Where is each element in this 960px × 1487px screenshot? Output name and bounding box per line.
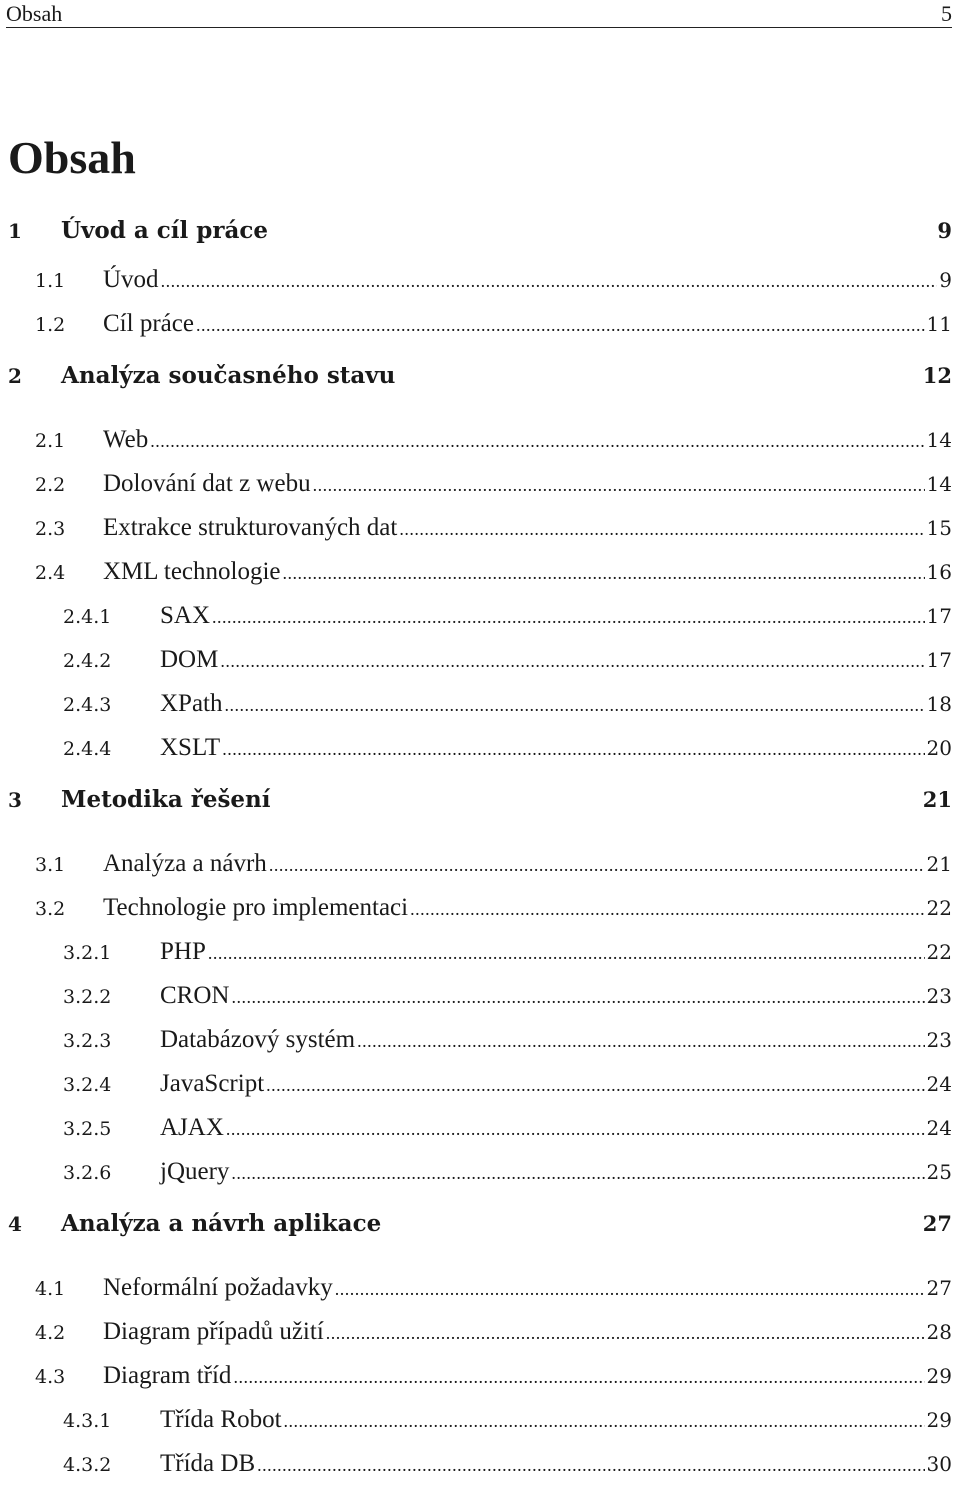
toc-entry-page: 28: [926, 1320, 952, 1344]
toc-entry[interactable]: [8, 842, 952, 886]
toc-entry-page: 24: [926, 1072, 952, 1096]
toc-dot-leader: [196, 303, 925, 347]
toc-entry-page: 9: [939, 268, 952, 292]
toc-entry-page: 21: [922, 787, 952, 812]
toc-entry-title: Web: [103, 426, 149, 453]
toc-entry-page: 20: [926, 736, 952, 760]
toc-entry-page: 29: [926, 1408, 952, 1432]
toc-entry-number: 3.2.4: [63, 1074, 112, 1096]
toc-dot-leader: [326, 1311, 925, 1355]
toc-entry-page: 23: [926, 1028, 952, 1052]
toc-entry[interactable]: [8, 302, 952, 346]
toc-entry-title: DOM: [160, 646, 219, 673]
toc-entry[interactable]: [8, 1266, 952, 1310]
toc-entry-page: 9: [937, 218, 952, 243]
toc-dot-leader: [225, 683, 925, 727]
toc-entry-title: SAX: [160, 602, 211, 629]
toc-entry-page: 25: [926, 1160, 952, 1184]
toc-entry-page: 15: [926, 516, 952, 540]
toc-entry-title: Analýza a návrh: [103, 850, 267, 877]
toc-entry-number: 3.1: [35, 854, 66, 876]
toc-entry-title: Diagram tříd: [103, 1362, 232, 1389]
toc-entry-title: Neformální požadavky: [103, 1274, 333, 1301]
toc-entry-title: Extrakce strukturovaných dat: [103, 514, 398, 541]
toc-dot-leader: [283, 551, 925, 595]
toc-entry-number: 2.1: [35, 430, 66, 452]
toc-dot-leader: [226, 1107, 925, 1151]
toc-dot-leader: [313, 463, 925, 507]
toc-entry-number: 4.2: [35, 1322, 66, 1344]
toc-entry-page: 14: [926, 472, 952, 496]
toc-dot-leader: [220, 639, 924, 683]
toc-entry[interactable]: [8, 1150, 952, 1194]
toc-dot-leader: [231, 975, 924, 1019]
toc-entry-page: 27: [926, 1276, 952, 1300]
toc-entry[interactable]: [8, 1194, 952, 1266]
toc-entry[interactable]: [8, 1442, 952, 1486]
toc-entry-title: CRON: [160, 982, 230, 1009]
toc-entry-number: 3.2: [35, 898, 66, 920]
toc-entry[interactable]: [8, 1398, 952, 1442]
toc-entry[interactable]: [8, 346, 952, 418]
toc-entry-title: Úvod a cíl práce: [61, 217, 268, 244]
toc-dot-leader: [269, 843, 925, 887]
toc-entry-title: XPath: [160, 690, 223, 717]
toc-entry-title: Třída Robot: [160, 1406, 282, 1433]
toc-entry-title: Dolování dat z webu: [103, 470, 311, 497]
toc-entry[interactable]: [8, 462, 952, 506]
toc-entry[interactable]: [8, 1062, 952, 1106]
toc-entry[interactable]: [8, 1354, 952, 1398]
toc-entry-number: 2.4: [35, 562, 66, 584]
toc-entry-page: 17: [926, 648, 952, 672]
toc-entry-number: 1.2: [35, 314, 66, 336]
toc-entry[interactable]: [8, 682, 952, 726]
header-section-title: Obsah: [6, 1, 63, 26]
toc-entry-number: 2.4.3: [63, 694, 112, 716]
toc-entry-number: 4.1: [35, 1278, 66, 1300]
toc-entry-number: 3.2.5: [63, 1118, 112, 1140]
toc-entry-title: jQuery: [160, 1158, 230, 1185]
toc-dot-leader: [399, 507, 924, 551]
toc-entry-title: Metodika řešení: [61, 786, 271, 813]
toc-entry-number: 4.3: [35, 1366, 66, 1388]
toc-entry-page: 30: [926, 1452, 952, 1476]
toc-entry-page: 16: [926, 560, 952, 584]
toc-entry-number: 4.3.1: [63, 1410, 112, 1432]
toc-entry-page: 22: [926, 896, 952, 920]
toc-dot-leader: [357, 1019, 924, 1063]
toc-entry-number: 3.2.3: [63, 1030, 112, 1052]
toc-dot-leader: [208, 931, 925, 975]
toc-entry-title: Třída DB: [160, 1450, 256, 1477]
table-of-contents: [8, 208, 952, 1486]
toc-entry-page: 22: [926, 940, 952, 964]
toc-entry[interactable]: [8, 208, 952, 258]
toc-entry-number: 3.2.1: [63, 942, 112, 964]
toc-entry-title: Diagram případů užití: [103, 1318, 324, 1345]
toc-dot-leader: [257, 1443, 924, 1487]
toc-entry[interactable]: [8, 726, 952, 770]
toc-entry-number: 1: [8, 219, 22, 243]
header-page-number: 5: [941, 1, 952, 26]
toc-entry-number: 3.2.2: [63, 986, 112, 1008]
toc-entry[interactable]: [8, 638, 952, 682]
toc-entry-number: 3.2.6: [63, 1162, 112, 1184]
toc-entry-page: 21: [926, 852, 952, 876]
toc-dot-leader: [150, 419, 924, 463]
toc-entry-page: 29: [926, 1364, 952, 1388]
toc-dot-leader: [161, 259, 938, 303]
toc-entry[interactable]: [8, 770, 952, 842]
toc-entry-number: 2.4.4: [63, 738, 112, 760]
toc-entry[interactable]: [8, 506, 952, 550]
toc-entry[interactable]: [8, 1106, 952, 1150]
toc-dot-leader: [222, 727, 924, 771]
toc-entry-page: 17: [926, 604, 952, 628]
toc-entry[interactable]: [8, 594, 952, 638]
toc-entry-number: 3: [8, 788, 22, 812]
toc-entry[interactable]: [8, 550, 952, 594]
toc-entry-title: Databázový systém: [160, 1026, 356, 1053]
toc-entry[interactable]: [8, 974, 952, 1018]
toc-entry[interactable]: [8, 1310, 952, 1354]
toc-entry-title: XML technologie: [103, 558, 281, 585]
toc-entry-page: 27: [922, 1211, 952, 1236]
toc-entry-number: 2.3: [35, 518, 66, 540]
toc-dot-leader: [266, 1063, 924, 1107]
toc-entry-title: Analýza a návrh aplikace: [61, 1210, 382, 1237]
toc-entry-number: 2.4.2: [63, 650, 112, 672]
toc-dot-leader: [231, 1151, 924, 1195]
toc-entry-title: Úvod: [103, 266, 159, 293]
toc-entry-page: 11: [926, 312, 952, 336]
running-header: [6, 0, 952, 28]
toc-entry-title: AJAX: [160, 1114, 224, 1141]
toc-dot-leader: [233, 1355, 924, 1399]
toc-entry-number: 2.4.1: [63, 606, 112, 628]
toc-dot-leader: [335, 1267, 925, 1311]
toc-entry[interactable]: [8, 258, 952, 302]
toc-entry[interactable]: [8, 418, 952, 462]
toc-entry-title: JavaScript: [160, 1070, 265, 1097]
toc-entry-number: 2: [8, 364, 22, 388]
toc-entry[interactable]: [8, 930, 952, 974]
toc-entry-number: 2.2: [35, 474, 66, 496]
toc-dot-leader: [212, 595, 925, 639]
toc-entry-number: 4: [8, 1212, 22, 1236]
toc-entry-title: XSLT: [160, 734, 221, 761]
toc-entry-title: PHP: [160, 938, 206, 965]
toc-entry[interactable]: [8, 1018, 952, 1062]
page-title: Obsah: [8, 132, 136, 183]
toc-entry-title: Analýza současného stavu: [61, 362, 396, 389]
toc-entry-page: 24: [926, 1116, 952, 1140]
toc-dot-leader: [410, 887, 924, 931]
toc-entry-title: Cíl práce: [103, 310, 194, 337]
toc-entry-page: 23: [926, 984, 952, 1008]
toc-entry-page: 12: [922, 363, 952, 388]
toc-entry-page: 14: [926, 428, 952, 452]
toc-entry-number: 4.3.2: [63, 1454, 112, 1476]
toc-entry-page: 18: [926, 692, 952, 716]
toc-dot-leader: [284, 1399, 925, 1443]
toc-entry-number: 1.1: [35, 270, 66, 292]
toc-entry[interactable]: [8, 886, 952, 930]
toc-entry-title: Technologie pro implementaci: [103, 894, 409, 921]
